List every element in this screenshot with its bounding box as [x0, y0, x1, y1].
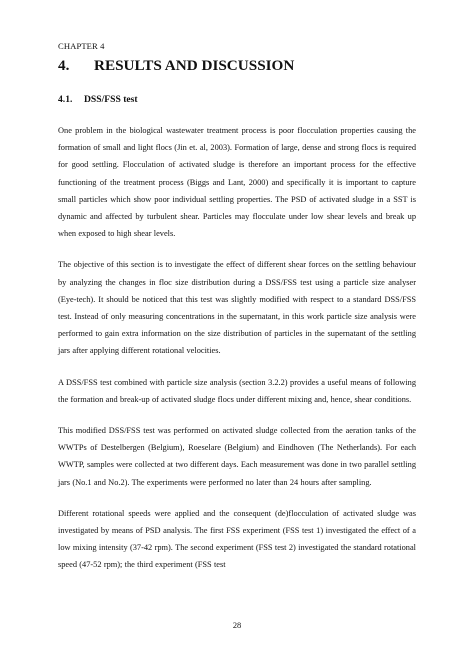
chapter-heading: [58, 57, 294, 75]
paragraph: This modified DSS/FSS test was performed on activated sludge collected from the aeration tanks of the WWTPs of Destelbergen (Belgium), Roeselare (Belgium) and Eindhoven (The Netherlands). For each WWTP, samples were collected at two different days. Each measurement was done in two parallel settling jars (No.1 and No.2). The experiments were performed no later than 24 hours after sampling.: [58, 426, 416, 487]
page-number: 28: [232, 621, 242, 630]
body-text: [58, 122, 416, 588]
paragraph: The objective of this section is to investigate the effect of different shear forces on the settling behaviour by analyzing the changes in floc size distribution during a DSS/FSS test using a particle size analyser (Eye-tech). It should be noticed that this test was slightly modified with respect to a standard DSS/FSS test. Instead of only measuring concentrations in the supernatant, in this work particle size analysis were performed to gain extra information on the size distribution of particles in the supernatant of the settling jars after applying different rotational velocities.: [58, 260, 416, 356]
chapter-number: 4.: [58, 57, 70, 74]
paragraph: A DSS/FSS test combined with particle size analysis (section 3.2.2) provides a useful means of following the formation and break-up of activated sludge flocs under different mixing and, hence, shear conditions.: [58, 377, 416, 404]
section-title: DSS/FSS test: [84, 94, 138, 105]
section-heading: [58, 94, 138, 105]
paragraph: One problem in the biological wastewater treatment process is poor flocculation properties causing the formation of small and light flocs (Jin et. al, 2003). Formation of large, dense and strong flocs is required for good settling. Flocculation of activated sludge is therefore an important process for the effective functioning of the treatment process (Biggs and Lant, 2000) and specifically it is important to capture small particles which show poor individual settling properties. The PSD of activated sludge in a SST is dynamic and affected by turbulent shear. Particles may flocculate under low shear levels and break up when exposed to high shear levels.: [58, 126, 416, 239]
paragraph: Different rotational speeds were applied and the consequent (de)flocculation of activated sludge was investigated by means of PSD analysis. The first FSS experiment (FSS test 1) investigated the effect of a low mixing intensity (37-42 rpm). The second experiment (FSS test 2) investigated the standard rotational speed (47-52 rpm); the third experiment (FSS test: [58, 508, 416, 570]
section-number: 4.1.: [58, 94, 73, 105]
chapter-label: CHAPTER 4: [58, 41, 105, 51]
chapter-title: RESULTS AND DISCUSSION: [94, 57, 295, 74]
